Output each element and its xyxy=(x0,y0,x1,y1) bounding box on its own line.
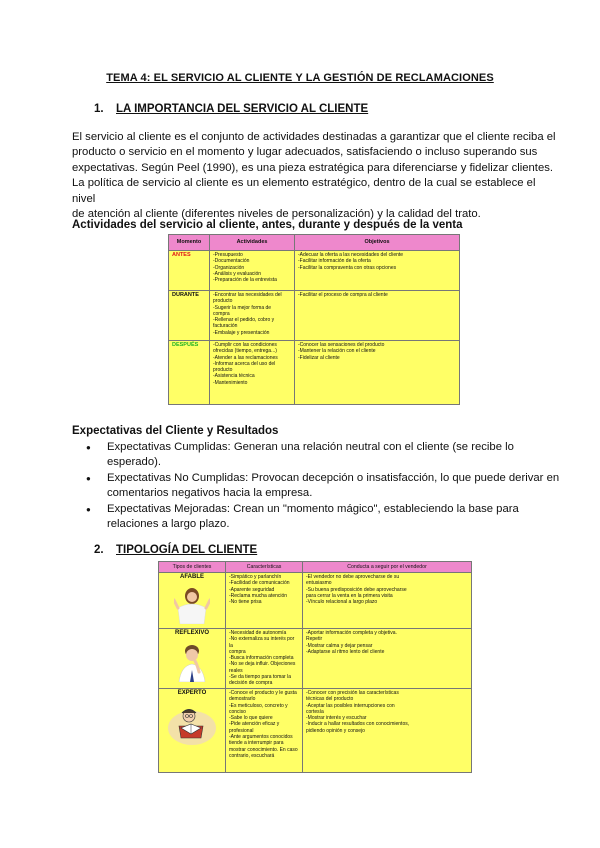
cell-line: -Necesidad de autonomía xyxy=(229,630,287,636)
cell-line: -Simpático y parlanchín xyxy=(229,574,282,580)
cell-line: -Es meticuloso, concreto y xyxy=(229,702,288,709)
traits-cell xyxy=(226,573,303,629)
activities-cell xyxy=(210,251,295,291)
table-row xyxy=(169,341,460,405)
cell-line: producto xyxy=(213,367,233,374)
type-cell xyxy=(159,573,226,629)
cell-line: -Rellenar el pedido, cobro y xyxy=(213,317,275,324)
type-cell xyxy=(159,689,226,773)
intro-line: expectativas. Según Peel (1990), es una pieza estratégica para diferenciarse y fidelizar clientes. xyxy=(72,161,554,174)
traits-cell xyxy=(226,689,303,773)
expert-reader-icon xyxy=(167,702,217,746)
header-conducta: Conducta a seguir por el vendedor xyxy=(303,562,472,573)
table-row xyxy=(159,573,472,629)
cell-line: -No externaliza su interés por la xyxy=(229,636,295,649)
cell-line: -Conocer las sensaciones del producto xyxy=(298,342,385,348)
conduct-cell xyxy=(303,629,472,689)
intro-line: producto o servicio en el momento y lugar adecuados, satisfaciendo o incluso superando sus xyxy=(72,146,538,159)
cell-line: -Mostrar calma y dejar pensar xyxy=(306,642,373,649)
cell-line: -Informar acerca del uso del xyxy=(213,360,276,367)
section-1-title: LA IMPORTANCIA DEL SERVICIO AL CLIENTE xyxy=(116,103,369,115)
cell-line: producto xyxy=(213,298,233,305)
objectives-cell xyxy=(295,251,460,291)
cell-line: -Aportar información completa y objetiva. xyxy=(306,630,397,636)
list-line: ● Expectativas No Cumplidas: Provocan decepción o insatisfacción, lo que puede derivar en xyxy=(107,471,560,484)
cell-line: -Embalaje y presentación xyxy=(213,329,270,336)
cell-line: -Conocer con precisión las características xyxy=(306,690,399,696)
intro-line: La política de servicio al cliente es un elemento estratégico, dentro de la cual se establece el nivel xyxy=(72,177,536,205)
section-2-heading xyxy=(94,544,257,556)
cell-line: -Cumplir con las condiciones xyxy=(213,342,277,348)
cell-line: -Organización xyxy=(213,264,245,271)
cell-line: -Reclama mucha atención xyxy=(229,592,288,599)
table-row xyxy=(169,251,460,291)
objectives-cell xyxy=(295,341,460,405)
friendly-woman-icon xyxy=(174,586,210,624)
list-line: comentarios negativos hacia la empresa. xyxy=(107,487,313,500)
conduct-cell xyxy=(303,573,472,629)
intro-line: El servicio al cliente es el conjunto de actividades destinadas a garantizar que el cliente reciba el xyxy=(72,131,556,143)
section-2-number: 2. xyxy=(94,544,104,556)
cell-line: entusiasmo xyxy=(306,580,332,587)
cell-line: -Fidelizar al cliente xyxy=(298,354,340,361)
activities-table xyxy=(168,234,460,405)
activities-cell xyxy=(210,291,295,341)
cell-line: decisión de compra xyxy=(229,680,273,687)
cell-line: -Sabe lo que quiere xyxy=(229,715,273,722)
section-1-heading xyxy=(94,103,368,115)
cell-line: -Sugerir la mejor forma de xyxy=(213,304,272,311)
cell-line: técnicas del producto xyxy=(306,696,354,703)
thinking-man-icon xyxy=(177,642,207,682)
table-row xyxy=(159,629,472,689)
cell-line: conciso xyxy=(229,708,246,715)
cell-line: -Conoce el producto y le gusta xyxy=(229,690,297,696)
list-line: esperado). xyxy=(107,456,162,469)
section-1-number: 1. xyxy=(94,103,104,115)
cell-line: -Documentación xyxy=(213,258,250,265)
cell-line: -Encontrar las necesidades del xyxy=(213,292,282,298)
header-actividades: Actividades xyxy=(210,235,295,251)
cell-line: -Facilitar el proceso de compra al cliente xyxy=(298,292,388,298)
moment-cell: DESPUÉS xyxy=(169,341,210,405)
cell-line: -Facilitar información de la oferta xyxy=(298,258,371,265)
cell-line: pidiendo opinión y consejo xyxy=(306,727,365,734)
cell-line: -Facilidad de comunicación xyxy=(229,580,290,587)
header-momento: Momento xyxy=(169,235,210,251)
moment-cell: DURANTE xyxy=(169,291,210,341)
header-objetivos: Objetivos xyxy=(295,235,460,251)
cell-line: -Vínculo relacional a largo plazo xyxy=(306,599,378,606)
objectives-cell xyxy=(295,291,460,341)
cell-line: -No se deja influir. Objeciones xyxy=(229,661,296,668)
cell-line: -Atender a las reclamaciones xyxy=(213,354,278,361)
list-item xyxy=(80,471,560,502)
cell-line: -Busca información completa xyxy=(229,655,294,662)
table-header-row xyxy=(169,235,460,251)
list-item xyxy=(80,502,560,533)
expectations-list xyxy=(80,440,560,532)
cell-line: -Adecuar la oferta a las necesidades del cliente xyxy=(298,252,404,258)
list-line: ● Expectativas Cumplidas: Generan una relación neutral con el cliente (se recibe lo xyxy=(107,441,514,453)
cell-line: -Inducir a hallar resultados con conocimientos, xyxy=(306,721,410,728)
cell-line: -Análisis y evaluación xyxy=(213,270,262,277)
cell-line: -Preparación de la entrevista xyxy=(213,277,277,284)
activities-heading: Actividades del servicio al cliente, antes, durante y después de la venta xyxy=(72,219,463,231)
cell-line: -El vendedor no debe aprovecharse de su xyxy=(306,574,400,580)
cell-line: -Su buena predisposición debe aprovecharse xyxy=(306,586,407,593)
section-2-title: TIPOLOGÍA DEL CLIENTE xyxy=(116,544,258,556)
list-line: relaciones a largo plazo. xyxy=(107,518,230,531)
cell-line: -Pide atención eficaz y xyxy=(229,721,280,728)
cell-line: compra xyxy=(229,648,246,655)
table-row xyxy=(159,689,472,773)
cell-line: mostrar conocimiento. En caso xyxy=(229,746,298,753)
cell-line: facturación xyxy=(213,323,238,330)
intro-line: de atención al cliente (diferentes niveles de personalización) y la calidad del trato. xyxy=(72,208,481,221)
cell-line: -Se da tiempo para tomar la xyxy=(229,674,291,681)
expectations-heading: Expectativas del Cliente y Resultados xyxy=(72,425,279,437)
cell-line: ofrecidas (tiempo, entrega...) xyxy=(213,348,277,355)
cell-line: -Asistencia técnica xyxy=(213,373,255,380)
cell-line: -Facilitar la compraventa con otras opciones xyxy=(298,264,397,271)
cell-line: reales xyxy=(229,667,243,674)
document-title: TEMA 4: EL SERVICIO AL CLIENTE Y LA GESTIÓN DE RECLAMACIONES xyxy=(106,72,494,84)
list-line: ● Expectativas Mejoradas: Crean un "momento mágico", estableciendo la base para xyxy=(107,502,519,515)
traits-cell xyxy=(226,629,303,689)
cell-line: -Presupuesto xyxy=(213,252,243,258)
cell-line: -Aparente seguridad xyxy=(229,586,275,593)
cell-line: Repetir xyxy=(306,636,323,643)
cell-line: compra xyxy=(213,310,230,317)
type-cell xyxy=(159,629,226,689)
cell-line: -Mantenimiento xyxy=(213,379,248,386)
intro-paragraph xyxy=(72,130,557,222)
cell-line: -Mantener la relación con el cliente xyxy=(298,348,376,355)
cell-line: -Adaptarse al ritmo lento del cliente xyxy=(306,648,385,655)
header-tipos: Tipos de clientes xyxy=(159,562,226,573)
type-label: EXPERTO xyxy=(177,690,207,696)
cell-line: contrario, escuchará xyxy=(229,752,275,759)
cell-line: -Aceptar las posibles interrupciones con xyxy=(306,702,395,709)
cell-line: tiende a interrumpir para xyxy=(229,740,284,747)
cell-line: para cerrar la venta en la primera visita xyxy=(306,592,393,599)
cell-line: -Ante argumentos conocidos xyxy=(229,734,293,741)
customer-types-table xyxy=(158,561,472,773)
activities-cell xyxy=(210,341,295,405)
table-row xyxy=(169,291,460,341)
type-label: AFABLE xyxy=(180,574,204,580)
cell-line: cortesía xyxy=(306,708,324,715)
moment-cell: ANTES xyxy=(169,251,210,291)
type-label: REFLEXIVO xyxy=(174,630,209,636)
conduct-cell xyxy=(303,689,472,773)
cell-line: -No tiene prisa xyxy=(229,599,262,606)
table-header-row xyxy=(159,562,472,573)
header-caracteristicas: Características xyxy=(226,562,303,573)
cell-line: demostrarlo xyxy=(229,696,256,703)
cell-line: -Mostrar interés y escuchar xyxy=(306,715,367,722)
list-item xyxy=(80,440,560,471)
cell-line: profesional xyxy=(229,727,254,734)
